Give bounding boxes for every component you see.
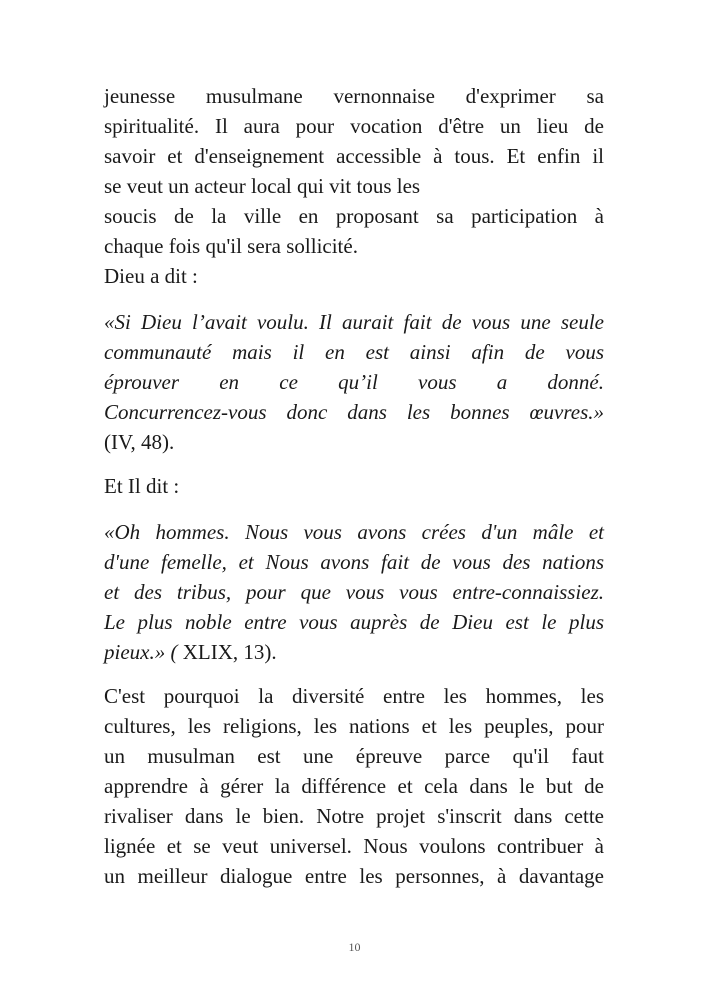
text-line: un musulman est une épreuve parce qu'il faut [104,744,604,768]
paragraph-body [104,681,604,891]
text-line: jeunesse musulmane vernonnaise d'exprimer sa [104,84,604,108]
text-line: chaque fois qu'il sera sollicité. [104,234,358,258]
text-line: lignée et se veut universel. Nous voulons contribuer à [104,834,604,858]
quote-last-line [104,637,604,667]
text-line: C'est pourquoi la diversité entre les hommes, les [104,684,604,708]
quote-line: et des tribus, pour que vous vous entre-connaissiez. [104,580,604,604]
text-line: spiritualité. Il aura pour vocation d'être un lieu de [104,114,604,138]
quote-line: éprouver en ce qu’il vous a donné. [104,370,604,394]
page-number: 10 [348,940,361,954]
text-line: se veut un acteur local qui vit tous les [104,174,421,198]
quote-line: communauté mais il en est ainsi afin de vous [104,340,604,364]
quote-line: «Oh hommes. Nous vous avons crées d'un mâle et [104,520,604,544]
paragraph-intro [104,81,604,291]
text-line: cultures, les religions, les nations et les peuples, pour [104,714,604,738]
text-line: soucis de la ville en proposant sa participation à [104,204,604,228]
quote-tail: pieux.» ( [104,640,178,664]
quote-line: Concurrencez-vous donc dans les bonnes œuvres.» [104,400,604,424]
text-line: Dieu a dit : [104,264,198,288]
text-line: savoir et d'enseignement accessible à tous. Et enfin il [104,144,604,168]
quote-intro: Et Il dit : [104,474,180,498]
document-page [104,81,604,891]
quote-line: d'une femelle, et Nous avons fait de vous des nations [104,550,604,574]
quote-line: Le plus noble entre vous auprès de Dieu est le plus [104,610,604,634]
quote-reference: (IV, 48). [104,430,175,454]
quote-block-2 [104,517,604,667]
quote-block-1 [104,307,604,457]
quote-reference: XLIX, 13). [177,640,277,664]
text-line: un meilleur dialogue entre les personnes, à davantage [104,864,604,888]
text-line: rivaliser dans le bien. Notre projet s'inscrit dans cette [104,804,604,828]
quote-line: «Si Dieu l’avait voulu. Il aurait fait de vous une seule [104,310,604,334]
text-line: apprendre à gérer la différence et cela dans le but de [104,774,604,798]
